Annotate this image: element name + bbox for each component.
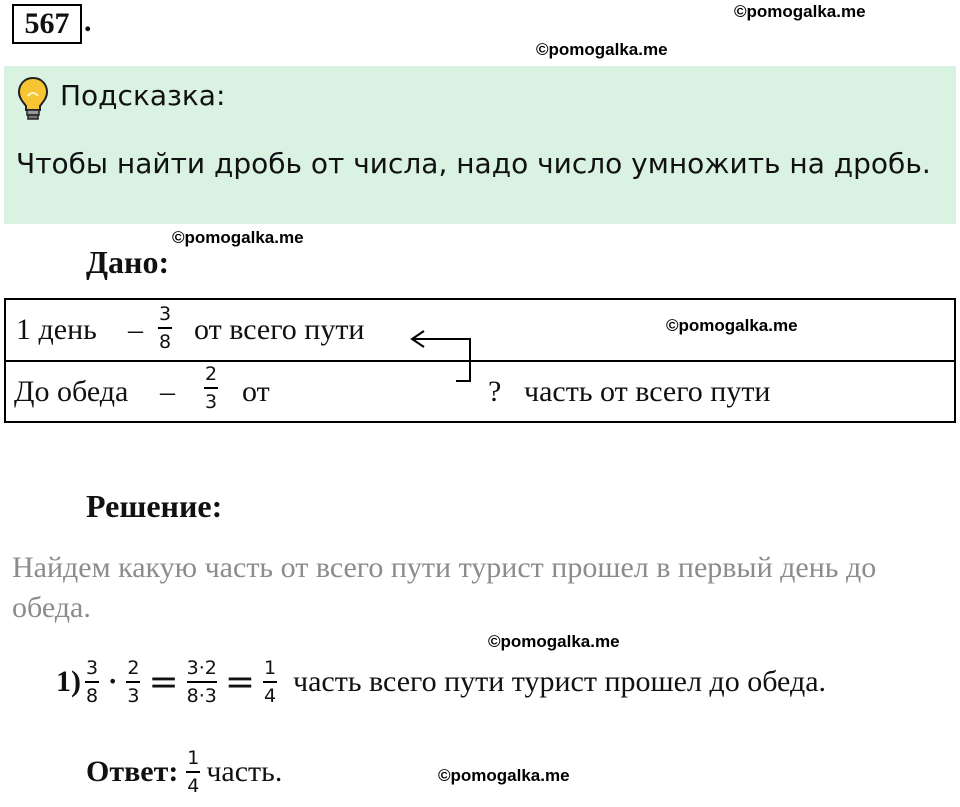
fraction-denominator: 8	[85, 685, 99, 707]
given-row2-dash: –	[160, 375, 175, 408]
fraction-denominator: 8	[158, 331, 172, 353]
answer-label: Ответ:	[86, 755, 179, 788]
solution-description: Найдем какую часть от всего пути турист прошел в первый день до обеда.	[12, 551, 877, 624]
fraction-bar	[204, 387, 218, 389]
given-row2-fraction	[204, 364, 218, 412]
given-row2-label: До обеда	[14, 375, 129, 408]
watermark: ©pomogalka.me	[734, 2, 866, 21]
watermark: ©pomogalka.me	[438, 766, 570, 785]
fraction-bar	[85, 681, 99, 683]
fraction-bar	[158, 327, 172, 329]
fraction-2	[126, 658, 140, 706]
given-heading: Дано:	[86, 244, 170, 280]
given-row1-rest: от всего пути	[194, 313, 365, 346]
fraction-denominator: 4	[263, 685, 277, 707]
fraction-1	[85, 658, 99, 706]
fraction-numerator: 1	[187, 747, 200, 769]
given-row1-fraction	[158, 304, 172, 352]
fraction-bar	[263, 681, 277, 683]
fraction-numerator: 3	[85, 657, 99, 679]
bracket-arrow-icon	[406, 326, 476, 386]
fraction-numerator: 1	[263, 657, 277, 679]
fraction-denominator: 3	[127, 685, 140, 707]
given-row2-question: ?	[488, 375, 502, 408]
fraction-4	[263, 658, 277, 706]
table-row-divider	[4, 360, 956, 362]
fraction-denominator: 3	[204, 391, 218, 413]
fraction-numerator: 2	[127, 657, 140, 679]
fraction-denominator: 8·3	[186, 685, 217, 707]
lightbulb-icon	[16, 76, 50, 122]
given-row2-question-text: часть от всего пути	[524, 375, 771, 408]
multiply-sign: ·	[107, 661, 119, 703]
solution-step-1	[56, 652, 826, 712]
hint-title: Подсказка:	[60, 79, 226, 112]
answer-row	[86, 742, 282, 802]
step-label: 1)	[56, 665, 81, 698]
watermark: ©pomogalka.me	[536, 40, 668, 59]
watermark: ©pomogalka.me	[172, 228, 304, 247]
given-row1-label: 1 день	[16, 313, 97, 346]
step-text: часть всего пути турист прошел до обеда.	[293, 665, 827, 698]
fraction-bar	[187, 681, 217, 683]
fraction-3	[187, 658, 217, 706]
given-row2-rest: от	[242, 375, 270, 408]
fraction-bar	[126, 681, 140, 683]
solution-heading: Решение:	[86, 488, 223, 524]
fraction-numerator: 3	[158, 303, 172, 325]
fraction-denominator: 4	[187, 775, 200, 797]
fraction-numerator: 3·2	[186, 657, 217, 679]
answer-fraction	[186, 748, 200, 796]
fraction-numerator: 2	[204, 363, 218, 385]
problem-number: 567	[12, 4, 82, 44]
watermark: ©pomogalka.me	[488, 632, 620, 651]
given-row1-dash: –	[128, 313, 143, 346]
watermark: ©pomogalka.me	[666, 316, 798, 335]
answer-text: часть.	[206, 755, 283, 788]
equals-sign: =	[224, 661, 256, 703]
equals-sign: =	[148, 661, 179, 703]
fraction-bar	[186, 771, 200, 773]
hint-text: Чтобы найти дробь от числа, надо число умножить на дробь.	[16, 147, 931, 180]
problem-number-dot: .	[84, 5, 92, 38]
